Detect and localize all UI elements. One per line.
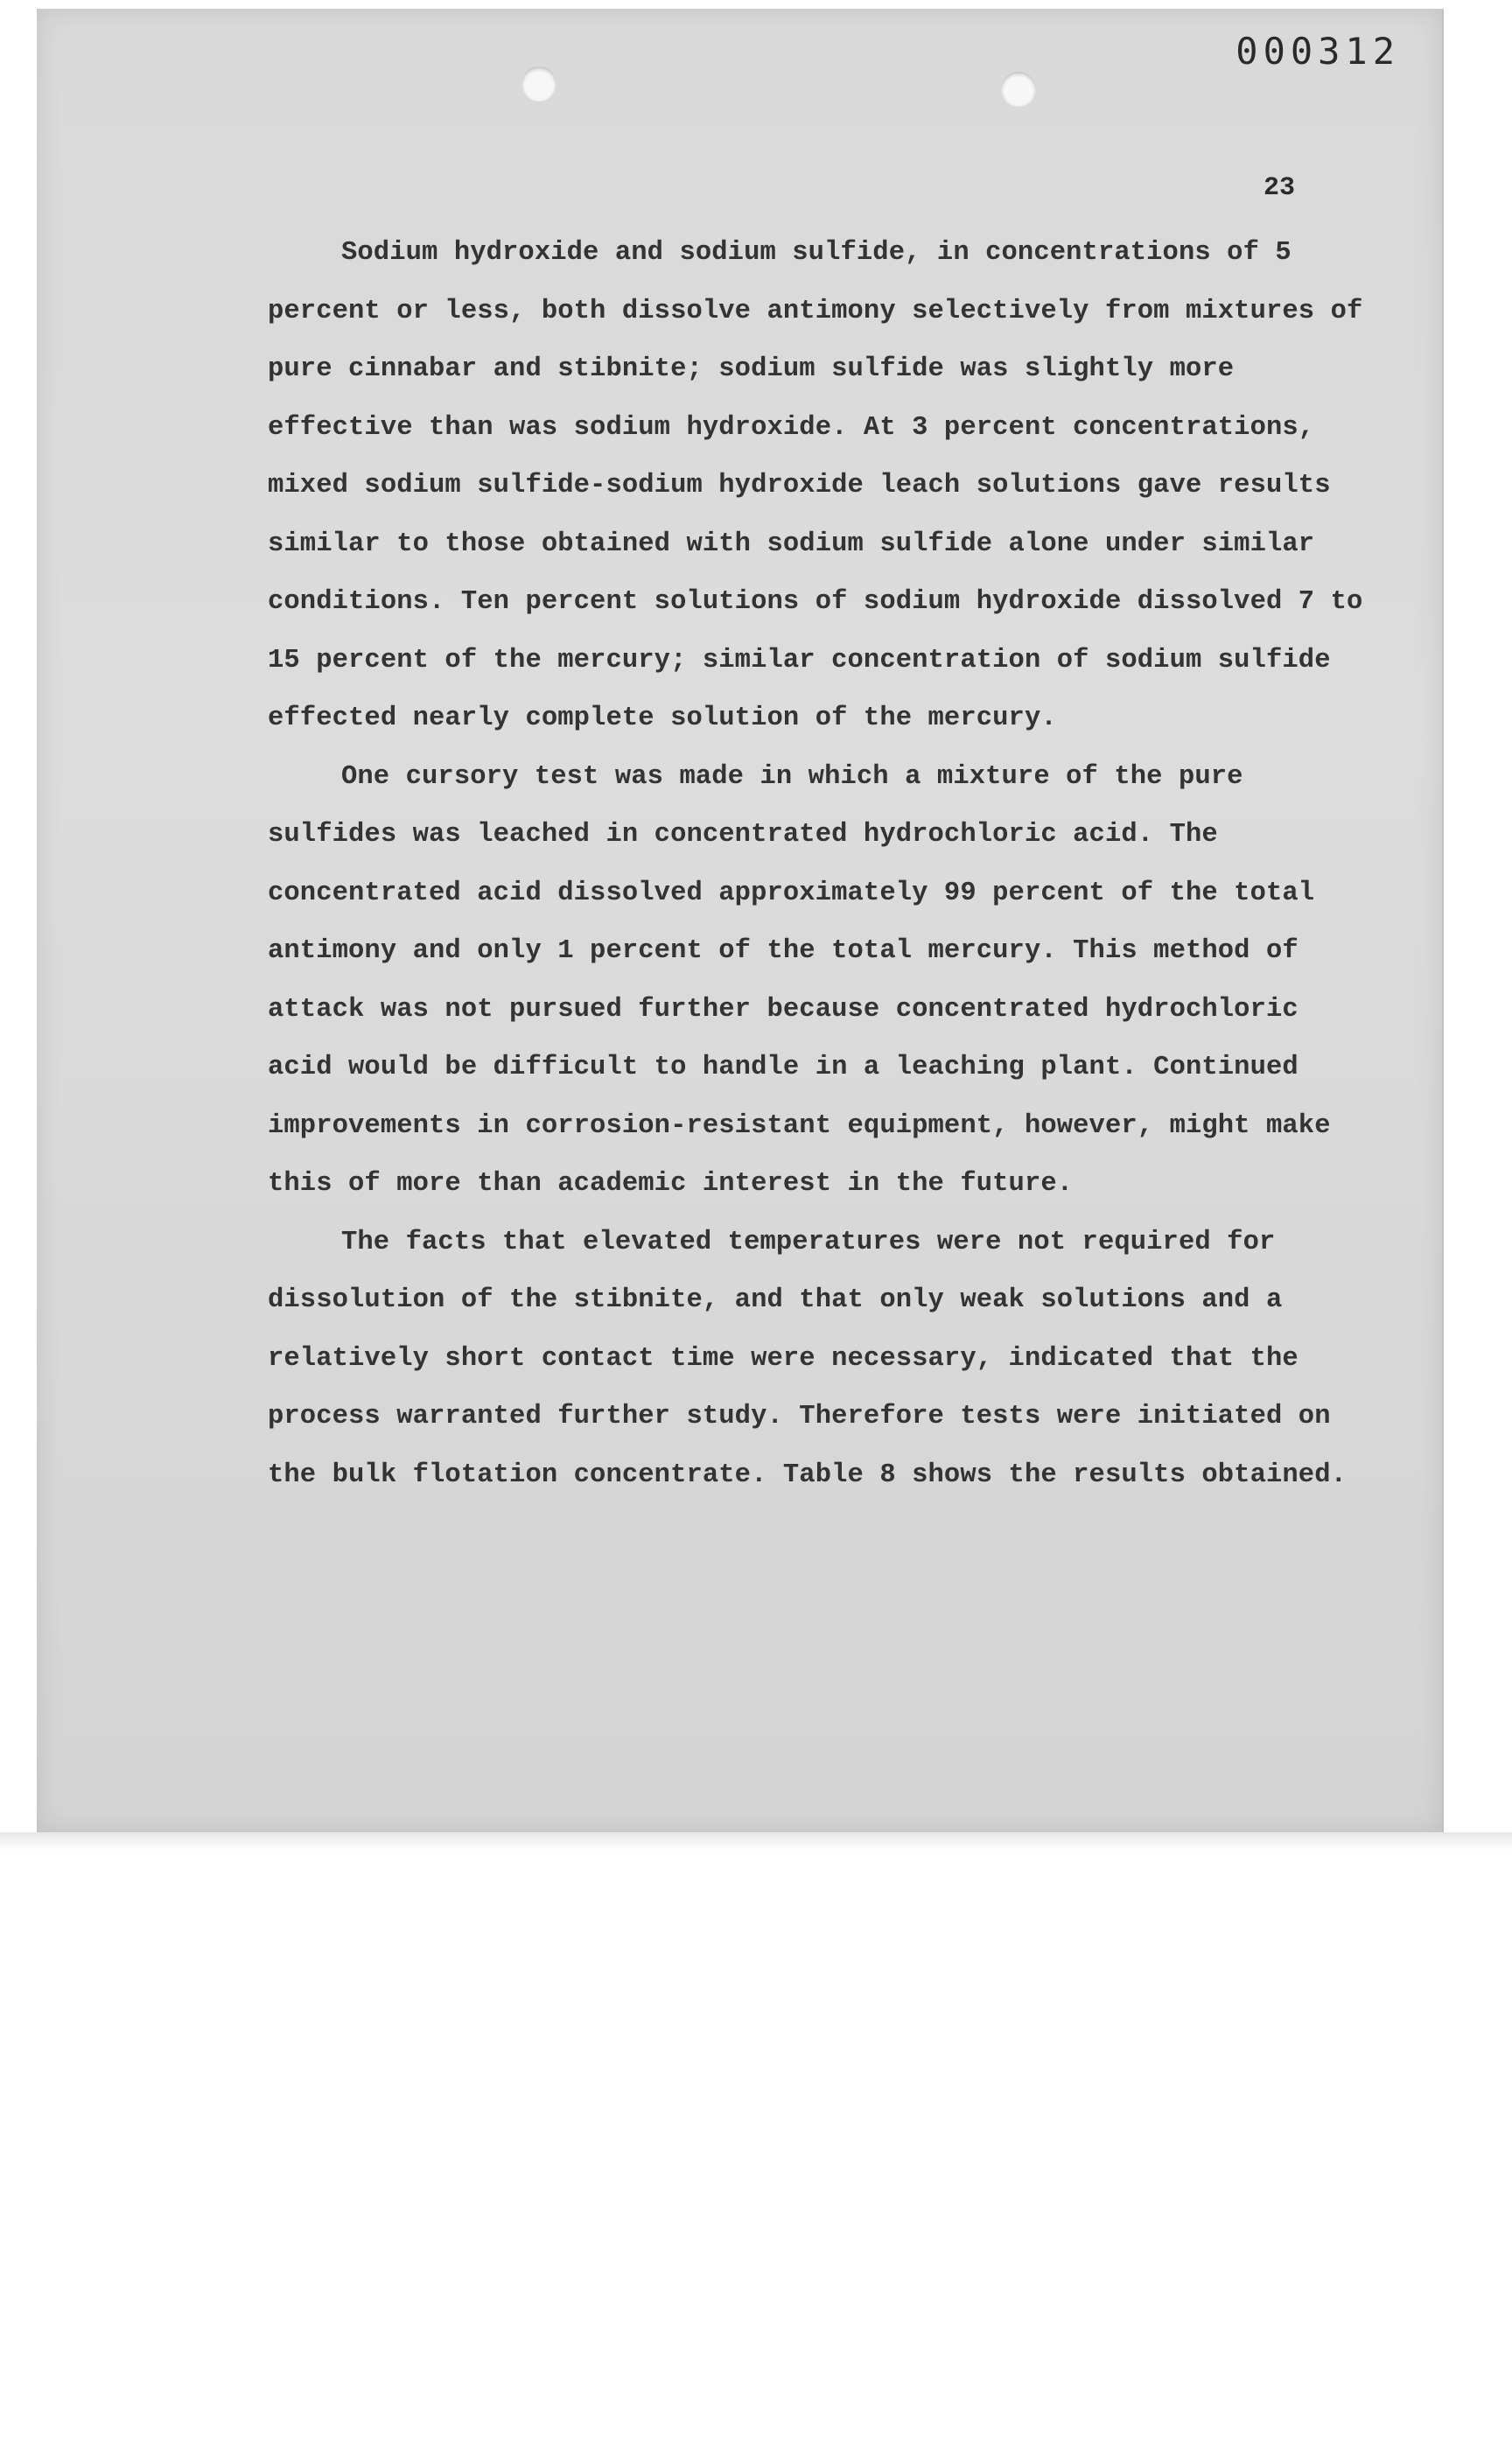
page-number: 23 (1263, 173, 1295, 203)
body-text (268, 224, 1377, 1504)
scan-bottom-edge (0, 1832, 1512, 1850)
paragraph-1: Sodium hydroxide and sodium sulfide, in concentrations of 5 percent or less, both dissolve antimony selectively from mixtures of pure cinnabar and stibnite; sodium sulfide was slightly more effective than was sodium hydroxide. At 3 percent concentrations, mixed sodium sulfide-sodium hydroxide leach solutions gave results similar to those obtained with sodium sulfide alone under similar conditions. Ten percent solutions of sodium hydroxide dissolved 7 to 15 percent of the mercury; similar concentration of sodium sulfide effected nearly complete solution of the mercury. (268, 238, 1363, 733)
punch-hole-left (522, 66, 556, 102)
punch-hole-right (1001, 72, 1036, 107)
paragraph-3: The facts that elevated temperatures were not required for dissolution of the stibnite, and that only weak solutions and a relatively short contact time were necessary, indicated that the process warranted further study. Therefore tests were initiated on the bulk flotation concentrate. Table 8 shows the results obtained. (268, 1227, 1347, 1490)
paragraph-2: One cursory test was made in which a mixture of the pure sulfides was leached in concentrated hydrochloric acid. The concentrated acid dissolved approximately 99 percent of the total antimony and only 1 percent of the total mercury. This method of attack was not pursued further because concentrated hydrochloric acid would be difficult to handle in a leaching plant. Continued improvements in corrosion-resistant equipment, however, might make this of more than academic interest in the future. (268, 761, 1331, 1199)
document-number: 000312 (1236, 30, 1400, 73)
